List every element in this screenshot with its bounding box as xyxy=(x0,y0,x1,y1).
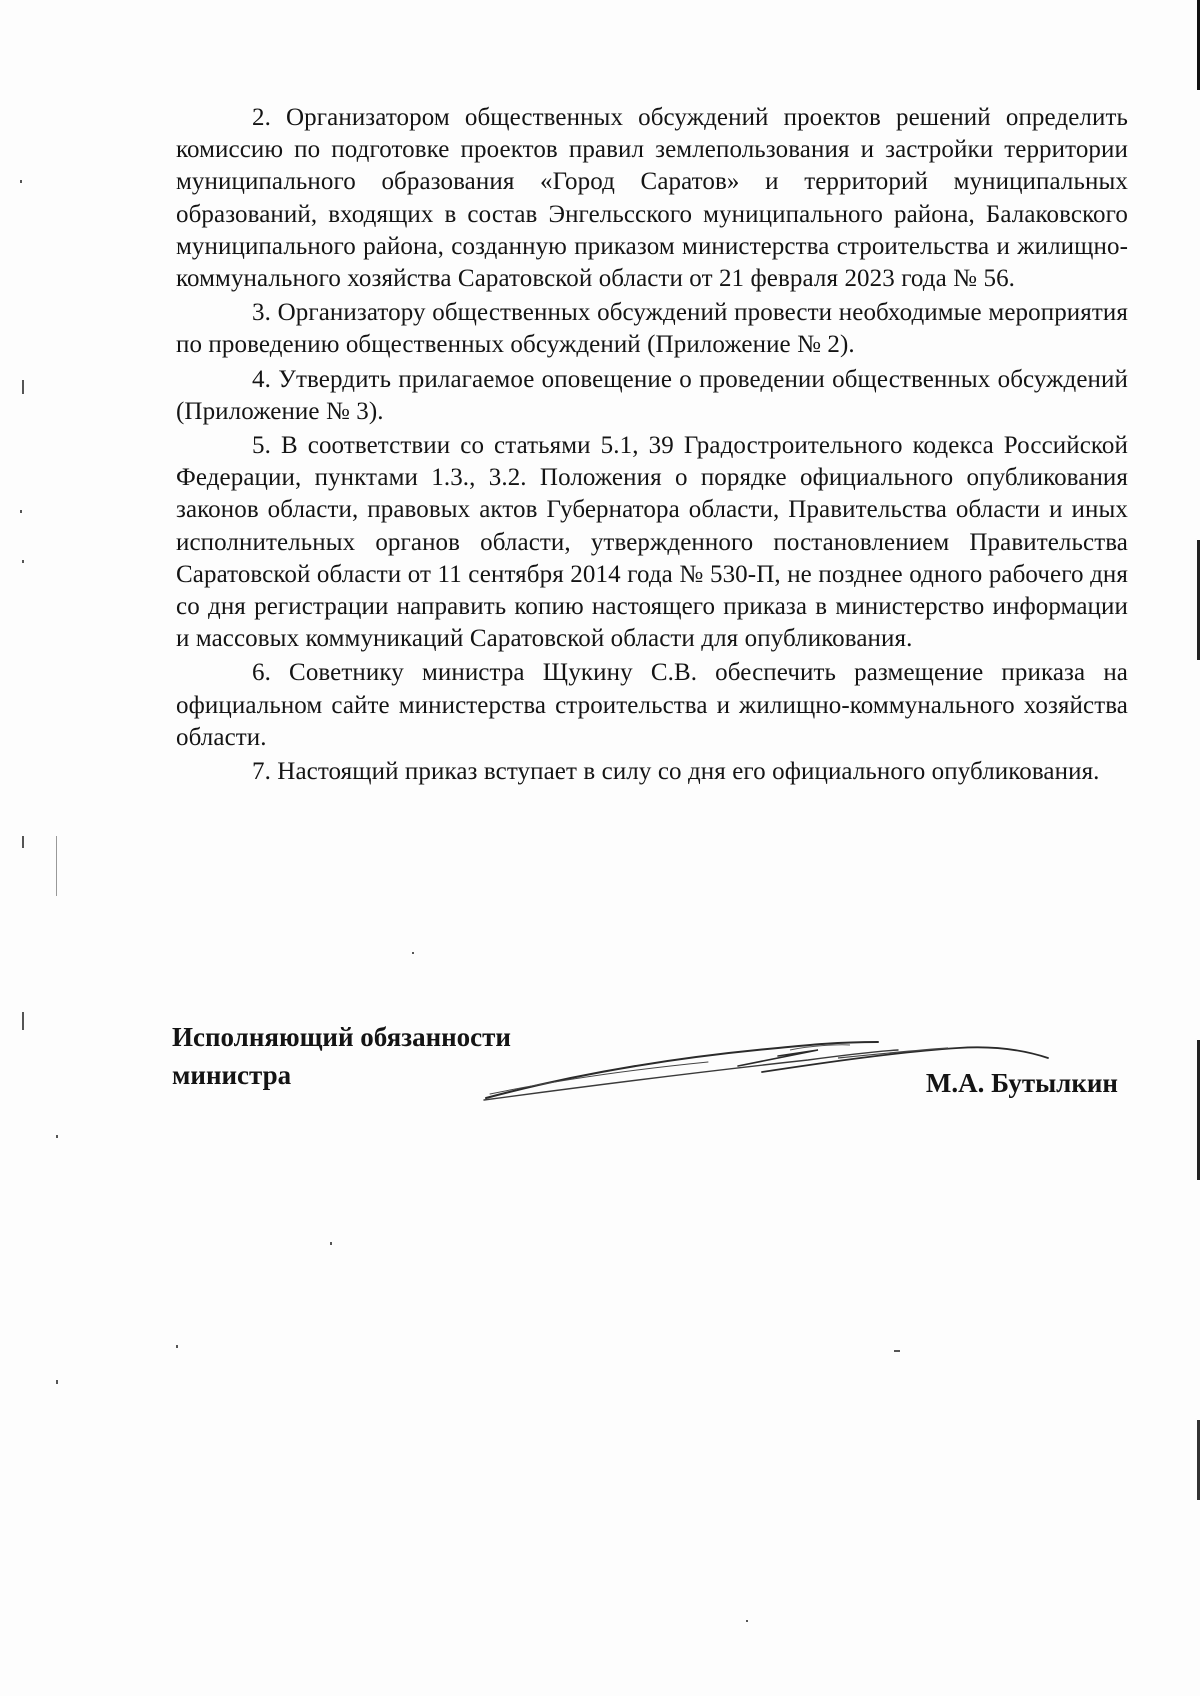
paragraph-item-4: 4. Утвердить прилагаемое оповещение о проведении общественных обсуждений (Приложение № 3). xyxy=(176,365,1128,425)
scan-mark xyxy=(20,180,22,183)
scan-mark xyxy=(56,836,57,896)
paragraph-item-5: 5. В соответствии со статьями 5.1, 39 Градостроительного кодекса Российской Федерации, пунктами 1.3., 3.2. Положения о порядке официального опубликования законов области, правовых актов Губернатора области, Правительства области и иных исполнительных органов области, утвержденного постановлением Правительства Саратовской области от 11 сентября 2014 года № 530-П, не позднее одного рабочего дня со дня регистрации направить копию настоящего приказа в министерство информации и массовых коммуникаций Саратовской области для опубликования. xyxy=(176,432,1128,653)
scan-edge xyxy=(1194,0,1200,1696)
scan-mark xyxy=(330,1242,332,1245)
handwritten-signature xyxy=(478,1036,1058,1102)
paragraph-item-3: 3. Организатору общественных обсуждений провести необходимые мероприятия по проведению общественных обсуждений (Приложение № 2). xyxy=(176,299,1128,359)
scan-mark xyxy=(412,952,414,954)
scan-mark xyxy=(176,1345,178,1348)
scan-mark xyxy=(22,1012,24,1030)
signatory-position xyxy=(172,1018,511,1094)
document-body xyxy=(176,102,1128,788)
signatory-name: М.А. Бутылкин xyxy=(925,1068,1118,1098)
paragraph-item-6: 6. Советнику министра Щукину С.В. обеспечить размещение приказа на официальном сайте министерства строительства и жилищно-коммунального хозяйства области. xyxy=(176,659,1128,751)
signatory-position-line1: Исполняющий обязанности xyxy=(172,1022,511,1052)
paragraph-item-7: 7. Настоящий приказ вступает в силу со дня его официального опубликования. xyxy=(252,758,1100,786)
paragraph-item-2: 2. Организатором общественных обсуждений проектов решений определить комиссию по подготовке проектов правил землепользования и застройки территории муниципального образования «Город Саратов» и территорий муниципальных образований, входящих в состав Энгельсского муниципального района, Балаковского муниципального района, созданную приказом министерства строительства и жилищно-коммунального хозяйства Саратовской области от 21 февраля 2023 года № 56. xyxy=(176,104,1128,293)
scan-mark xyxy=(22,380,24,394)
scan-mark xyxy=(894,1350,900,1352)
scan-mark xyxy=(56,1380,58,1384)
scan-mark xyxy=(22,836,24,848)
scan-mark xyxy=(56,1135,58,1138)
scan-mark xyxy=(22,560,24,563)
scan-mark xyxy=(746,1620,748,1622)
signatory-position-line2: министра xyxy=(172,1060,292,1090)
scan-mark xyxy=(20,510,22,513)
